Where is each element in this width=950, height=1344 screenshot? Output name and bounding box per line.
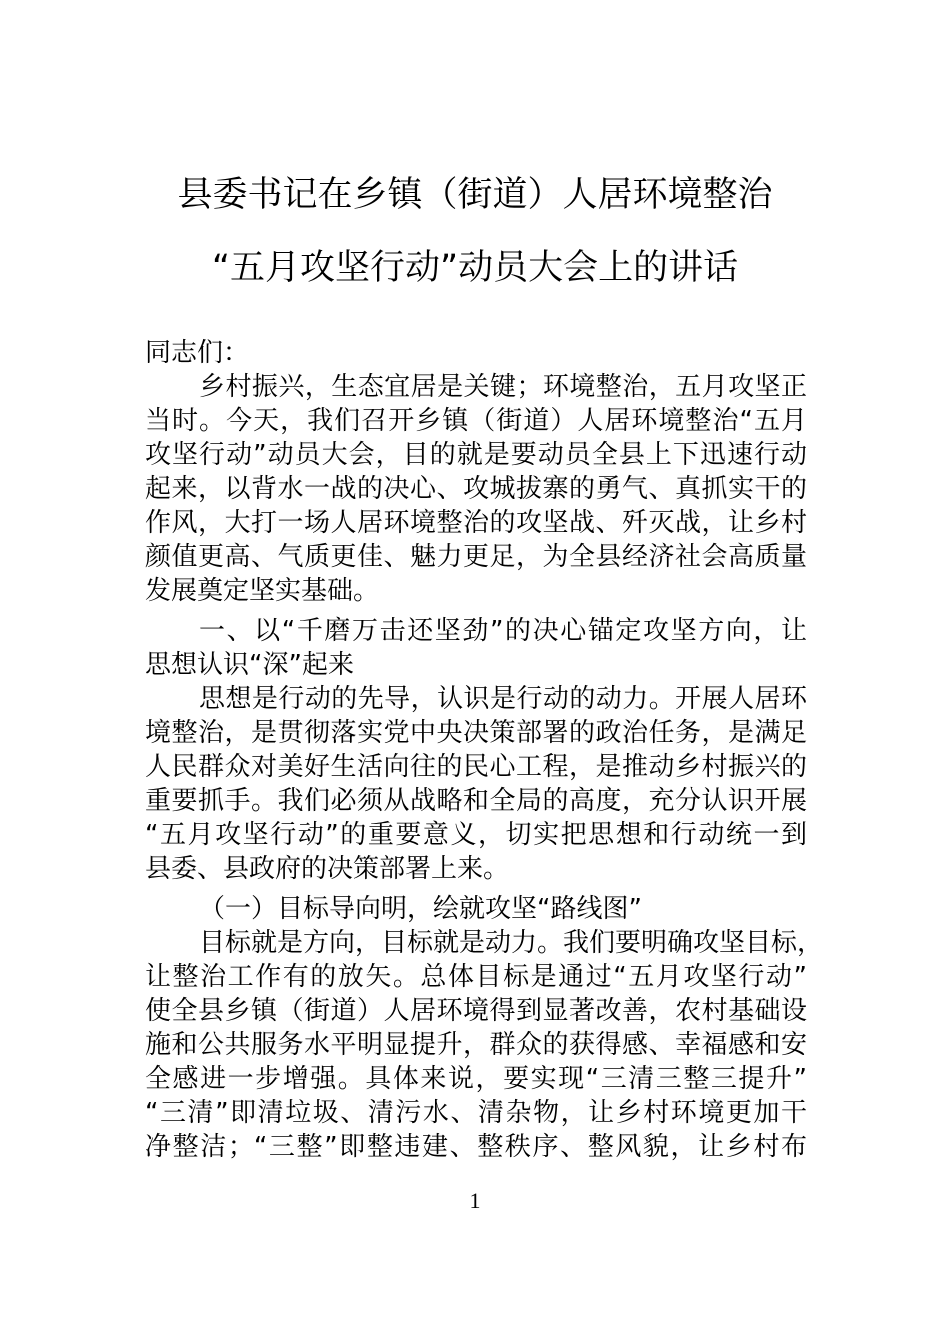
text-line: 境整治，是贯彻落实党中央决策部署的政治任务，是满足 [145,718,807,748]
document-body [145,336,824,1164]
text-line: 作风，大打一场人居环境整治的攻坚战、歼灭战，让乡村 [145,508,807,538]
text-line: 目标就是方向，目标就是动力。我们要明确攻坚目标， [199,928,824,958]
document-title-line-2: “五月攻坚行动”动员大会上的讲话 [211,248,739,288]
text-line: 攻坚行动”动员大会，目的就是要动员全县上下迅速行动 [145,440,807,470]
page-number: 1 [469,1188,481,1213]
text-line: “五月攻坚行动”的重要意义，切实把思想和行动统一到 [145,820,807,850]
text-line: 乡村振兴，生态宜居是关键；环境整治，五月攻坚正 [199,372,807,402]
document-title-line-1: 县委书记在乡镇（街道）人居环境整治 [177,175,773,215]
text-line: 起来，以背水一战的决心、攻城拔寨的勇气、真抓实干的 [145,474,807,504]
text-line: 使全县乡镇（街道）人居环境得到显著改善，农村基础设 [145,996,807,1026]
text-line: “三清”即清垃圾、清污水、清杂物，让乡村环境更加干 [145,1098,807,1128]
text-line: 全感进一步增强。具体来说，要实现“三清三整三提升” [145,1064,807,1094]
text-line: 一、以“千磨万击还坚劲”的决心锚定攻坚方向，让 [199,616,807,646]
text-line: 同志们： [145,338,250,368]
text-line: 颜值更高、气质更佳、魅力更足，为全县经济社会高质量 [145,542,807,572]
text-line: 重要抓手。我们必须从战略和全局的高度，充分认识开展 [145,786,807,816]
text-line: 人民群众对美好生活向往的民心工程，是推动乡村振兴的 [145,752,807,782]
text-line: （一）目标导向明，绘就攻坚“路线图” [199,894,642,924]
text-line: 县委、县政府的决策部署上来。 [145,854,510,884]
text-line: 净整洁；“三整”即整违建、整秩序、整风貌，让乡村布 [145,1132,807,1162]
text-line: 思想认识“深”起来 [145,650,354,680]
text-line: 发展奠定坚实基础。 [145,576,380,606]
text-line: 让整治工作有的放矢。总体目标是通过“五月攻坚行动” [145,962,807,992]
text-line: 思想是行动的先导，认识是行动的动力。开展人居环 [199,684,807,714]
text-line: 当时。今天，我们召开乡镇（街道）人居环境整治“五月 [145,406,807,436]
text-line: 施和公共服务水平明显提升，群众的获得感、幸福感和安 [145,1030,807,1060]
